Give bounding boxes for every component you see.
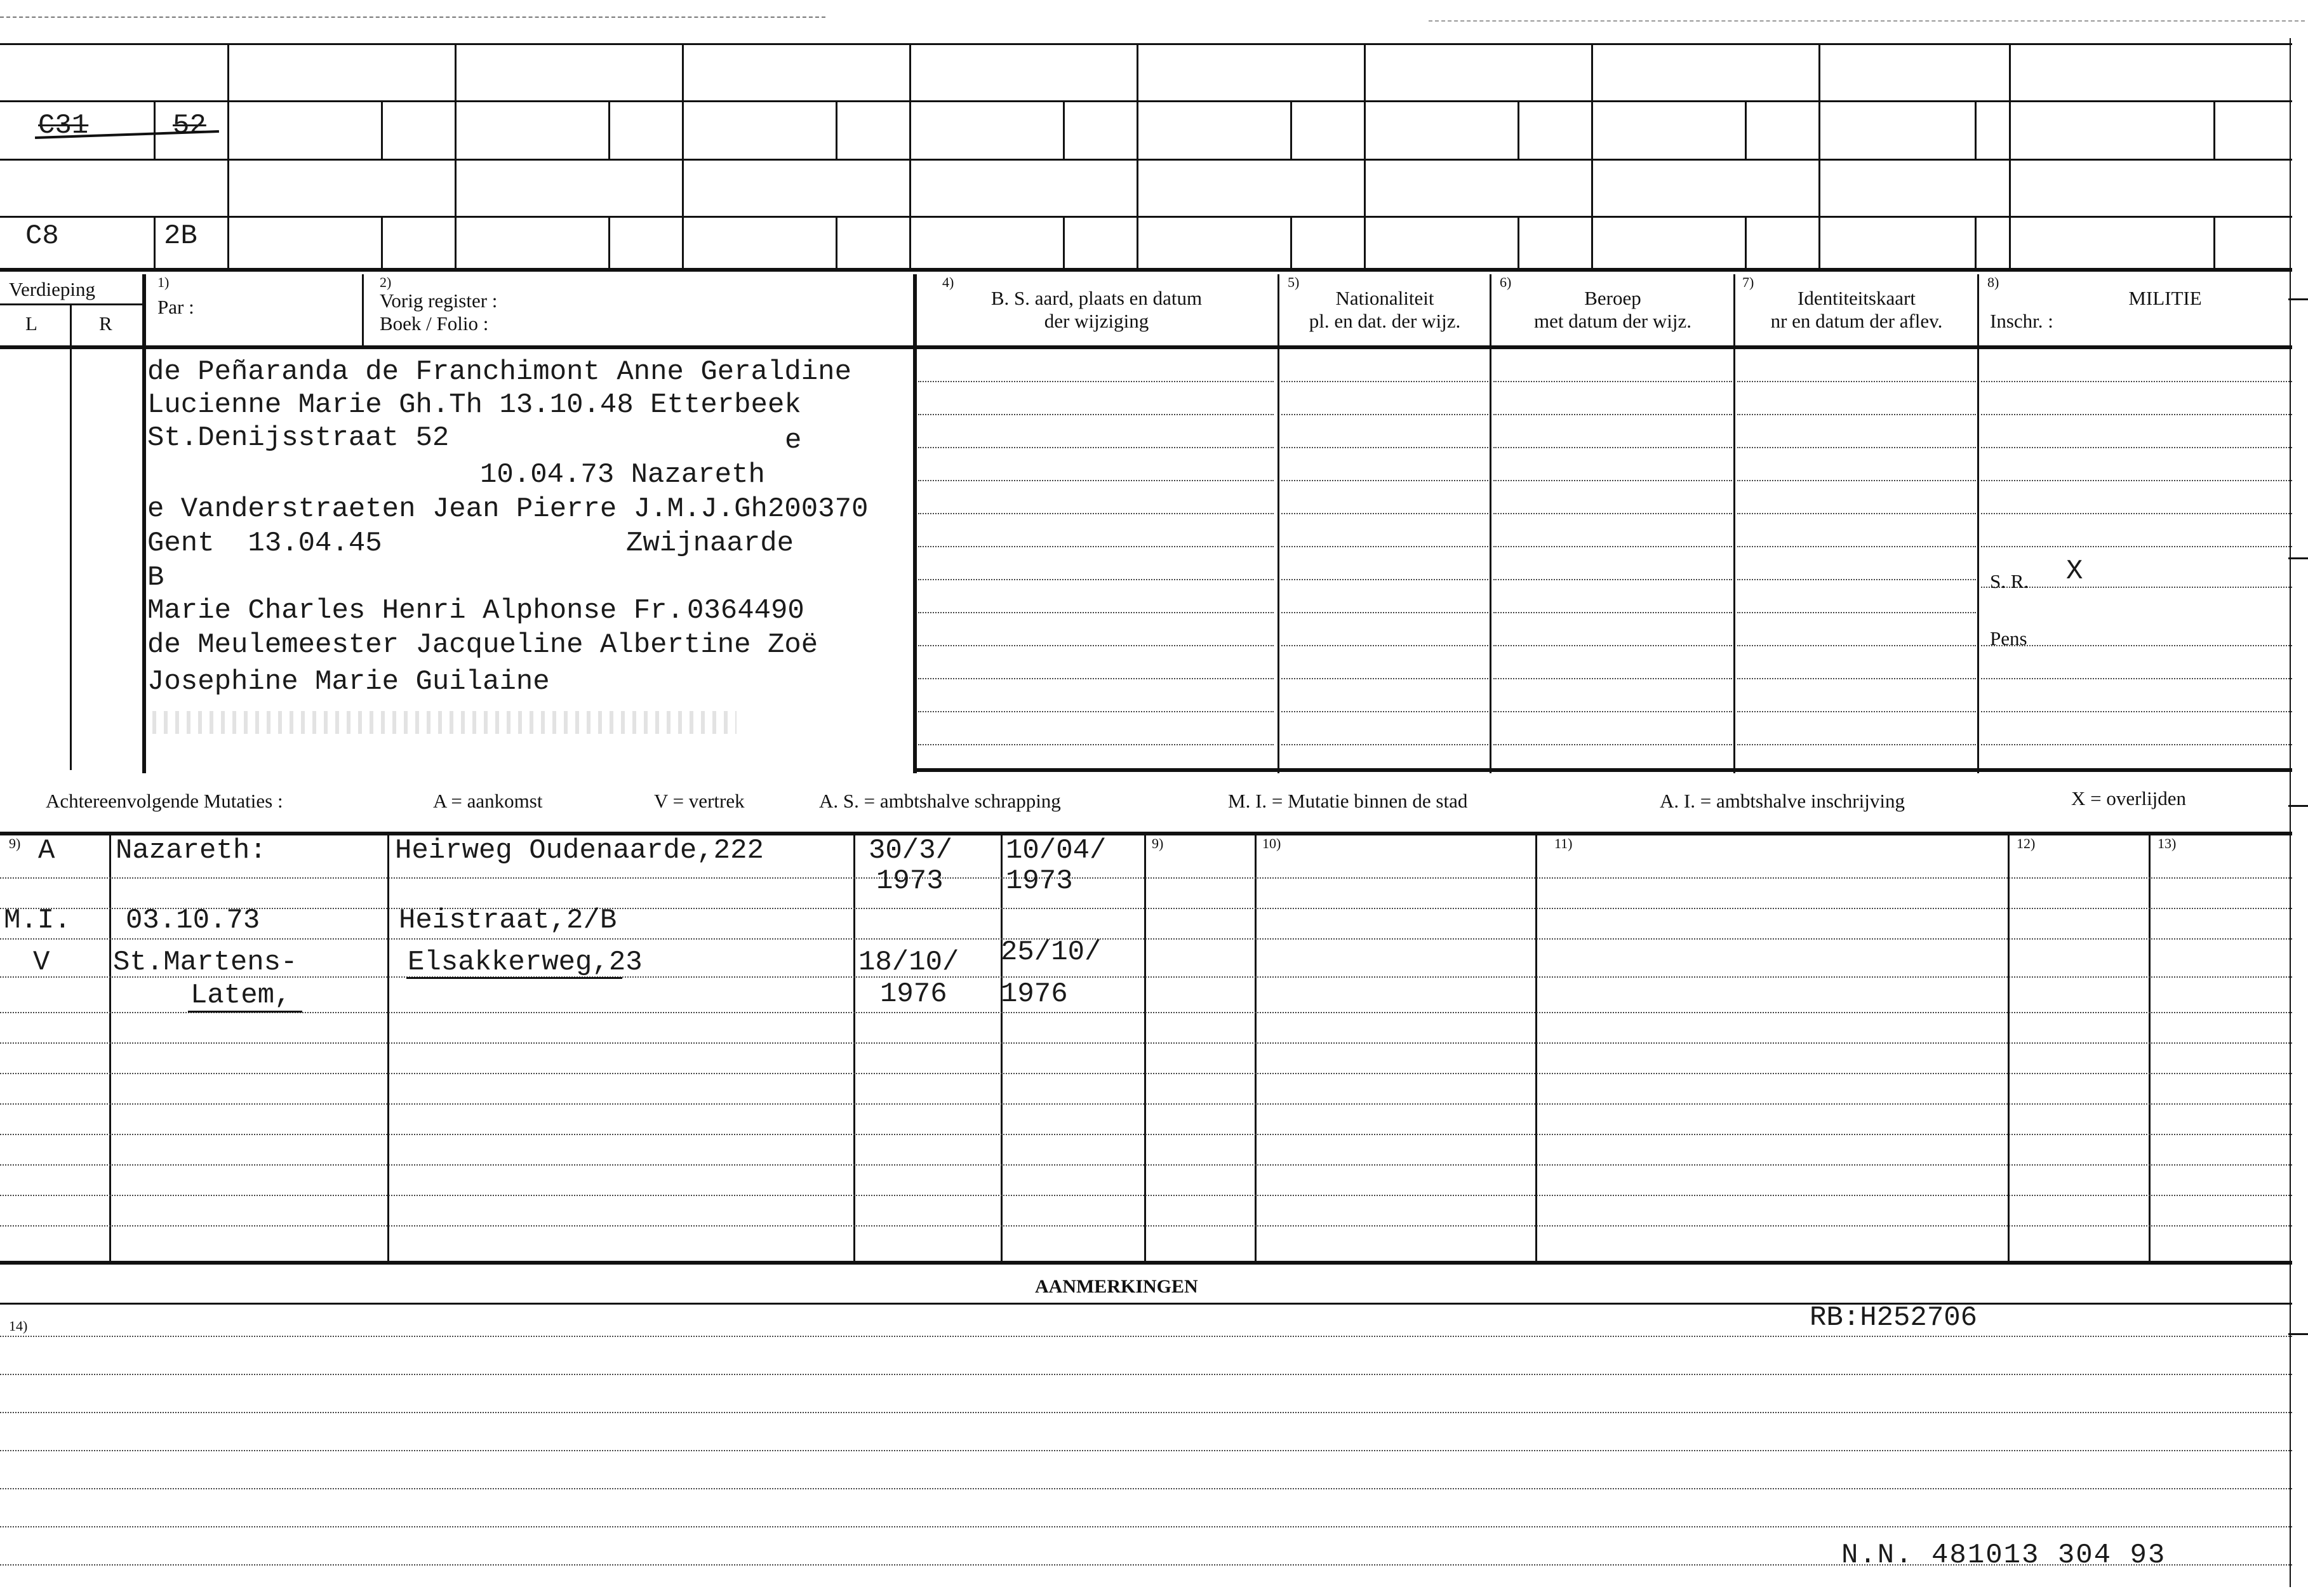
par-label: Par :	[157, 296, 194, 318]
col-num-11: 11)	[1554, 835, 1573, 851]
ruled-line	[1981, 414, 2292, 415]
right-edge	[2290, 38, 2291, 1587]
grid-subcol	[608, 100, 610, 159]
ruled-line	[1281, 447, 1488, 448]
ruled-line	[1281, 678, 1488, 679]
ruled-line	[918, 447, 1274, 448]
ruled-line	[1981, 546, 2292, 547]
ruled-line	[918, 579, 1274, 580]
person-line-4: 10.04.73 Nazareth	[480, 459, 765, 491]
mutation-date2: 25/10/	[1001, 936, 1102, 968]
ruled-line	[1281, 711, 1488, 712]
ruled-line	[1737, 678, 1976, 679]
grid-subcol	[1290, 100, 1292, 159]
ruled-line	[1281, 414, 1488, 415]
top-edge-mark-right	[1429, 20, 2305, 22]
ruled-line	[0, 1336, 2292, 1337]
person-line-2: Lucienne Marie Gh.Th 13.10.48 Etterbeek	[147, 389, 801, 421]
ruled-line	[1737, 447, 1976, 448]
legend-ai: A. I. = ambtshalve inschrijving	[1660, 790, 1905, 812]
sr-label: S. R.	[1990, 570, 2029, 592]
margin-tick	[2288, 805, 2308, 807]
ruled-line	[1493, 546, 1732, 547]
grid-subcol	[381, 216, 383, 268]
grid-col-l	[70, 303, 72, 770]
legend-mi: M. I. = Mutatie binnen de stad	[1228, 790, 1468, 812]
grid-col	[682, 43, 684, 268]
mut-col	[1255, 832, 1257, 1261]
ruled-line	[1493, 480, 1732, 481]
ruled-line	[1737, 711, 1976, 712]
ruled-line	[0, 1412, 2292, 1413]
mut-col	[1001, 832, 1003, 1261]
remarks-title: AANMERKINGEN	[1035, 1276, 1198, 1297]
col-num-9a: 9)	[9, 835, 21, 851]
ruled-line	[1493, 513, 1732, 514]
ruled-line	[1737, 480, 1976, 481]
legend-v: V = vertrek	[654, 790, 745, 812]
grid-subcol	[608, 216, 610, 268]
grid-col	[1490, 274, 1491, 773]
grid-col	[1977, 274, 1979, 773]
ruled-line	[0, 1488, 2292, 1489]
grid-col	[1591, 43, 1593, 268]
code-old-right: 52	[173, 110, 206, 142]
grid-subcol	[1518, 216, 1519, 268]
col-num-10: 10)	[1262, 835, 1281, 851]
mutation-date1: 18/10/	[858, 947, 959, 978]
grid-line	[0, 216, 2292, 218]
person-line-6a: Gent 13.04.45	[147, 528, 382, 559]
legend-as: A. S. = ambtshalve schrapping	[819, 790, 1061, 812]
grid-line	[913, 768, 2292, 772]
mut-col	[1144, 832, 1146, 1261]
mut-col	[853, 832, 855, 1261]
beroep-label: Beroep	[1584, 287, 1641, 309]
legend-title: Achtereenvolgende Mutaties :	[46, 790, 283, 812]
ruled-line	[918, 480, 1274, 481]
mutation-type: A	[38, 835, 55, 867]
grid-subcol	[1518, 100, 1519, 159]
person-line-6b: Zwijnaarde	[626, 528, 794, 559]
ruled-line	[0, 1073, 2292, 1074]
ruled-line	[0, 1103, 2292, 1105]
mutation-date1-year: 1976	[880, 978, 947, 1010]
grid-col-r	[142, 274, 146, 773]
ruled-line	[1737, 546, 1976, 547]
ruled-line	[1737, 513, 1976, 514]
mutation-date2-year: 1976	[1001, 978, 1068, 1010]
grid-subcol	[1745, 216, 1747, 268]
grid-subcol	[2213, 216, 2215, 268]
mutation-address: Heirweg Oudenaarde,222	[395, 835, 764, 867]
ruled-line	[0, 1042, 2292, 1044]
grid-line	[0, 303, 145, 305]
ruled-line	[1981, 513, 2292, 514]
person-line-5: e Vanderstraeten Jean Pierre J.M.J.Gh200370	[147, 493, 869, 525]
ruled-line	[918, 612, 1274, 613]
ruled-line	[1981, 744, 2292, 745]
ruled-line	[0, 938, 2292, 940]
ruled-line	[1493, 711, 1732, 712]
mutation-place: St.Martens-	[113, 947, 298, 978]
ruled-line	[918, 678, 1274, 679]
ruled-line	[918, 645, 1274, 646]
grid-col	[1137, 43, 1138, 268]
person-line-8b: 0364490	[687, 595, 804, 627]
nn-number: N.N. 481013 304 93	[1841, 1539, 2166, 1571]
col-num-12: 12)	[2017, 835, 2036, 851]
ruled-line	[1737, 381, 1976, 382]
margin-tick	[2288, 557, 2308, 559]
ruled-line	[1981, 645, 2292, 646]
identiteitskaart-label: Identiteitskaart	[1798, 287, 1916, 309]
ruled-line	[1981, 711, 2292, 712]
ruled-line	[918, 711, 1274, 712]
ruled-line	[0, 1374, 2292, 1375]
boek-folio-label: Boek / Folio :	[380, 312, 489, 335]
ruled-line	[1737, 414, 1976, 415]
grid-col	[913, 274, 917, 773]
mutation-place-2: Latem,	[190, 980, 291, 1011]
col-num-8: 8)	[1987, 274, 1999, 290]
vorig-register-label: Vorig register :	[380, 289, 498, 312]
ruled-line	[1737, 612, 1976, 613]
grid-subcol	[1745, 100, 1747, 159]
ruled-line	[918, 381, 1274, 382]
grid-col	[227, 43, 229, 268]
mut-col	[1535, 832, 1537, 1261]
verdieping-r: R	[99, 312, 112, 335]
mutation-date2: 10/04/	[1006, 835, 1107, 867]
mutation-type: V	[33, 947, 50, 978]
ruled-line	[918, 414, 1274, 415]
mutation-type: M.I.	[4, 905, 71, 936]
ruled-line	[1281, 579, 1488, 580]
ruled-line	[1981, 678, 2292, 679]
person-line-3-mark: e	[785, 425, 802, 456]
col-num-5: 5)	[1288, 274, 1300, 290]
ruled-line	[0, 1225, 2292, 1227]
mutation-date2-year: 1973	[1006, 865, 1073, 897]
grid-subcol	[154, 100, 156, 159]
grid-subcol	[836, 100, 837, 159]
ruled-line	[1737, 645, 1976, 646]
code-right: 2B	[164, 220, 197, 252]
ruled-line	[918, 513, 1274, 514]
legend-a: A = aankomst	[433, 790, 543, 812]
ruled-line	[918, 546, 1274, 547]
col-num-7: 7)	[1742, 274, 1754, 290]
person-line-8a: Marie Charles Henri Alphonse Fr.	[147, 595, 684, 627]
mutation-address: Elsakkerweg,23	[408, 947, 643, 978]
grid-col	[362, 274, 364, 345]
grid-col	[1733, 274, 1735, 773]
ruled-line	[1281, 744, 1488, 745]
top-edge-mark	[0, 17, 825, 18]
ruled-line	[1493, 678, 1732, 679]
ruled-line	[1281, 381, 1488, 382]
nationaliteit-label: Nationaliteit	[1335, 287, 1434, 309]
pens-label: Pens	[1990, 627, 2027, 649]
code-old-left: C31	[38, 110, 89, 142]
legend-x: X = overlijden	[2071, 787, 2187, 809]
mutation-date1-year: 1973	[876, 865, 944, 897]
grid-col	[2009, 43, 2011, 268]
grid-col	[1364, 43, 1366, 268]
margin-tick	[2288, 1333, 2308, 1335]
ruled-line	[0, 1450, 2292, 1451]
grid-line	[0, 159, 2292, 161]
ruled-line	[1737, 744, 1976, 745]
ruled-line	[0, 908, 2292, 909]
bs-label-1: B. S. aard, plaats en datum	[991, 287, 1203, 309]
ruled-line	[1981, 381, 2292, 382]
ruled-line	[1737, 579, 1976, 580]
bs-label-2: der wijziging	[1044, 310, 1149, 332]
ruled-line	[0, 877, 2292, 879]
mutation-address: Heistraat,2/B	[399, 905, 617, 936]
nationaliteit-sub: pl. en dat. der wijz.	[1309, 310, 1461, 332]
place-underline	[188, 1011, 302, 1013]
ruled-line	[1493, 447, 1732, 448]
grid-col	[909, 43, 911, 268]
grid-line	[0, 268, 2292, 272]
grid-subcol	[1063, 100, 1065, 159]
ruled-line	[1281, 513, 1488, 514]
grid-col	[455, 43, 457, 268]
mutation-date1: 30/3/	[869, 835, 953, 867]
ruled-line	[1493, 645, 1732, 646]
address-underline	[406, 977, 622, 979]
grid-line	[0, 43, 2292, 45]
ruled-line	[918, 744, 1274, 745]
ruled-line	[1981, 447, 2292, 448]
militie-title: MILITIE	[2128, 287, 2202, 309]
mut-col	[2008, 832, 2010, 1261]
ruled-line	[1493, 612, 1732, 613]
inschr-label: Inschr. :	[1990, 310, 2053, 332]
grid-line	[0, 832, 2292, 835]
ruled-line	[0, 1195, 2292, 1196]
grid-line	[0, 1261, 2292, 1265]
col-num-13: 13)	[2158, 835, 2177, 851]
person-line-3: St.Denijsstraat 52	[147, 422, 450, 454]
person-line-1: de Peñaranda de Franchimont Anne Geraldine	[147, 356, 851, 388]
grid-col	[1277, 274, 1279, 773]
identiteitskaart-sub: nr en datum der aflev.	[1770, 310, 1943, 332]
grid-subcol	[154, 216, 156, 268]
beroep-sub: met datum der wijz.	[1534, 310, 1691, 332]
mut-col	[387, 832, 389, 1261]
grid-subcol	[381, 100, 383, 159]
grid-subcol	[1975, 216, 1977, 268]
ruled-line	[0, 1134, 2292, 1135]
col-num-4: 4)	[942, 274, 954, 290]
illegible-smudge	[152, 711, 737, 734]
grid-line	[0, 100, 2292, 102]
margin-tick	[2288, 298, 2308, 300]
ruled-line	[0, 1164, 2292, 1166]
col-num-14: 14)	[9, 1318, 28, 1334]
ruled-line	[1493, 744, 1732, 745]
ruled-line	[1281, 480, 1488, 481]
ruled-line	[0, 1526, 2292, 1527]
mut-col	[2149, 832, 2151, 1261]
mutation-place: Nazareth:	[116, 835, 267, 867]
ruled-line	[1981, 480, 2292, 481]
col-num-1: 1)	[157, 274, 170, 290]
ruled-line	[1281, 612, 1488, 613]
ruled-line	[1493, 579, 1732, 580]
verdieping-title: Verdieping	[9, 278, 96, 300]
verdieping-l: L	[25, 312, 37, 335]
ruled-line	[1493, 381, 1732, 382]
ruled-line	[1281, 645, 1488, 646]
grid-subcol	[1290, 216, 1292, 268]
sr-value: X	[2066, 555, 2083, 587]
mutation-place: 03.10.73	[126, 905, 260, 936]
col-num-2: 2)	[380, 274, 392, 290]
person-line-10: Josephine Marie Guilaine	[147, 666, 550, 698]
col-num-6: 6)	[1500, 274, 1512, 290]
ruled-line	[0, 976, 2292, 978]
rb-number: RB:H252706	[1810, 1302, 1978, 1334]
code-left: C8	[25, 220, 59, 252]
ruled-line	[0, 1012, 2292, 1013]
grid-subcol	[1975, 100, 1977, 159]
mut-col	[109, 832, 111, 1261]
grid-subcol	[2213, 100, 2215, 159]
person-line-7: B	[147, 562, 164, 594]
grid-subcol	[836, 216, 837, 268]
person-line-9: de Meulemeester Jacqueline Albertine Zoë	[147, 629, 818, 661]
col-num-9b: 9)	[1152, 835, 1164, 851]
ruled-line	[1281, 546, 1488, 547]
ruled-line	[1493, 414, 1732, 415]
grid-subcol	[1063, 216, 1065, 268]
grid-col	[1818, 43, 1820, 268]
grid-line	[0, 345, 2292, 349]
